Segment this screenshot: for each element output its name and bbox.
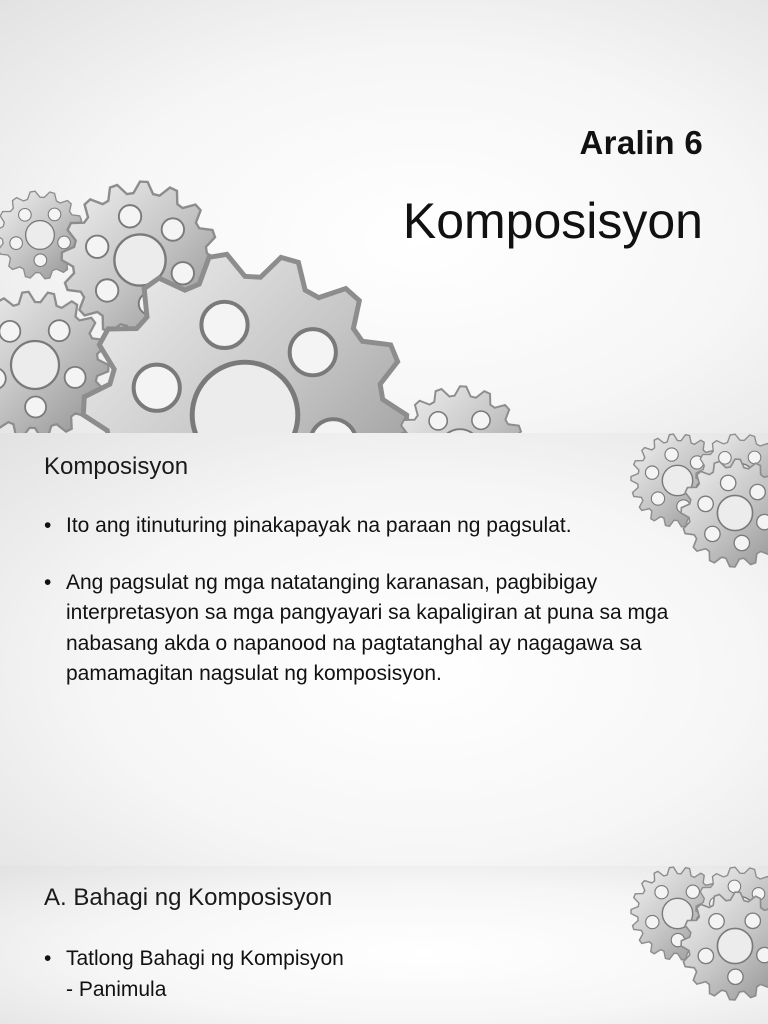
gear-hole — [745, 913, 760, 928]
gear-hole — [728, 969, 743, 984]
bullet-text: Tatlong Bahagi ng Kompisyon — [66, 947, 344, 970]
gear-hole — [429, 412, 447, 430]
sub-bullet-item: - Panimula — [66, 977, 167, 1001]
gear-hub — [717, 495, 752, 530]
bullet-text: Ang pagsulat ng mga natatanging karanasan, pagbibigay interpretasyon sa mga pangyayari sa kapaligiran at puna sa mga nabasang akda o napanood na pagtatanghal ay nagagawa sa pamamagitan nagsulat ng komposisyon. — [66, 570, 669, 685]
gear-hole — [757, 514, 768, 529]
gear-hole — [34, 254, 47, 267]
bullet-list — [44, 511, 704, 690]
slide-title: Komposisyon — [402, 193, 703, 249]
gear-hole — [472, 411, 490, 429]
gear-hole — [290, 329, 336, 375]
gear-hole — [750, 484, 765, 499]
bullet-item — [44, 511, 704, 542]
bullet-item — [44, 944, 704, 975]
gear-hole — [10, 237, 23, 250]
gear-hole — [119, 205, 141, 227]
gear-hole — [162, 218, 184, 240]
gear-hub — [717, 928, 752, 963]
gear-hole — [134, 365, 180, 411]
slide-heading: A. Bahagi ng Komposisyon — [44, 884, 333, 911]
gear-hole — [0, 321, 20, 342]
bullet-list — [44, 944, 704, 1005]
gear-body — [396, 386, 523, 433]
gear-hole — [734, 535, 749, 550]
gear-hole — [651, 492, 664, 505]
slide-heading: Komposisyon — [44, 453, 189, 480]
gear-hub — [26, 221, 55, 250]
content-slide-bahagi — [0, 866, 768, 1024]
gear-hole — [705, 526, 720, 541]
gear-hole — [720, 475, 735, 490]
title-slide — [0, 0, 768, 433]
gear-icon — [80, 250, 410, 433]
gear-hole — [25, 397, 46, 418]
gear-hole — [665, 448, 678, 461]
bullet-item — [44, 568, 704, 690]
gear-icon — [395, 385, 525, 433]
gear-hole — [709, 914, 724, 929]
gear-hole — [646, 915, 659, 928]
gear-hole — [698, 496, 713, 511]
gear-hole — [19, 209, 32, 222]
bullet-text: Ito ang itinuturing pinakapayak na paraan ng pagsulat. — [66, 514, 572, 537]
lesson-number: Aralin 6 — [579, 124, 703, 161]
bullet-dot: • — [44, 514, 52, 537]
content-slide-komposisyon — [0, 433, 768, 866]
bullet-dot: • — [44, 947, 52, 970]
gear-hole — [757, 947, 768, 962]
gear-hole — [201, 302, 247, 348]
bullet-dot: • — [44, 570, 52, 594]
gear-hole — [49, 320, 70, 341]
gear-hole — [645, 466, 658, 479]
gear-hub — [11, 341, 59, 389]
gear-hole — [48, 208, 61, 221]
gear-hole — [655, 886, 668, 899]
